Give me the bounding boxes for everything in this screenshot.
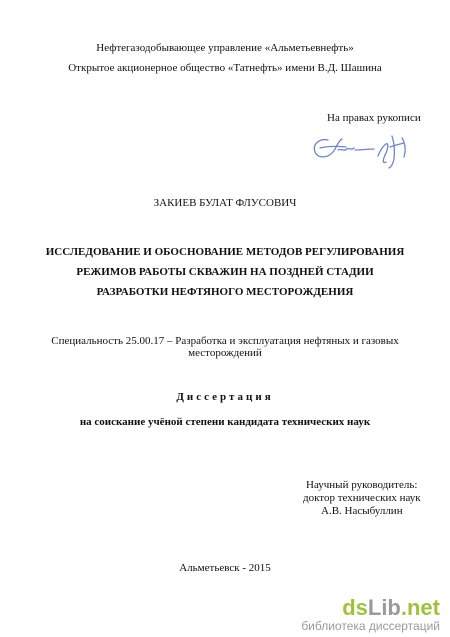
handwritten-signature [306,126,426,170]
title-line-3: РАЗРАБОТКИ НЕФТЯНОГО МЕСТОРОЖДЕНИЯ [96,286,354,298]
specialty-line-1: Специальность 25.00.17 – Разработка и эксплуатация нефтяных и газовых [51,335,399,347]
specialty-line-2: месторождений [188,347,262,359]
watermark-brand: dsLib.net [342,595,440,620]
watermark-subtitle: библиотека диссертаций [301,619,440,633]
dissertation-purpose: на соискание учёной степени кандидата технических наук [79,416,371,428]
dissertation-heading: Диссертация [176,391,274,403]
title-line-2: РЕЖИМОВ РАБОТЫ СКВАЖИН НА ПОЗДНЕЙ СТАДИИ [76,266,374,278]
manuscript-note: На правах рукописи [327,112,421,124]
title-line-1: ИССЛЕДОВАНИЕ И ОБОСНОВАНИЕ МЕТОДОВ РЕГУЛИРОВАНИЯ [45,246,405,258]
organization-line-2: Открытое акционерное общество «Татнефть» имени В.Д. Шашина [68,62,382,74]
dslib-watermark [301,597,440,633]
supervisor-degree: доктор технических наук [303,492,421,504]
place-and-year: Альметьевск - 2015 [179,562,271,574]
author-name: ЗАКИЕВ БУЛАТ ФЛУСОВИЧ [153,197,297,209]
supervisor-label: Научный руководитель: [306,479,418,491]
organization-line-1: Нефтегазодобывающее управление «Альметьевнефть» [96,42,354,54]
supervisor-name: А.В. Насыбуллин [321,505,403,517]
